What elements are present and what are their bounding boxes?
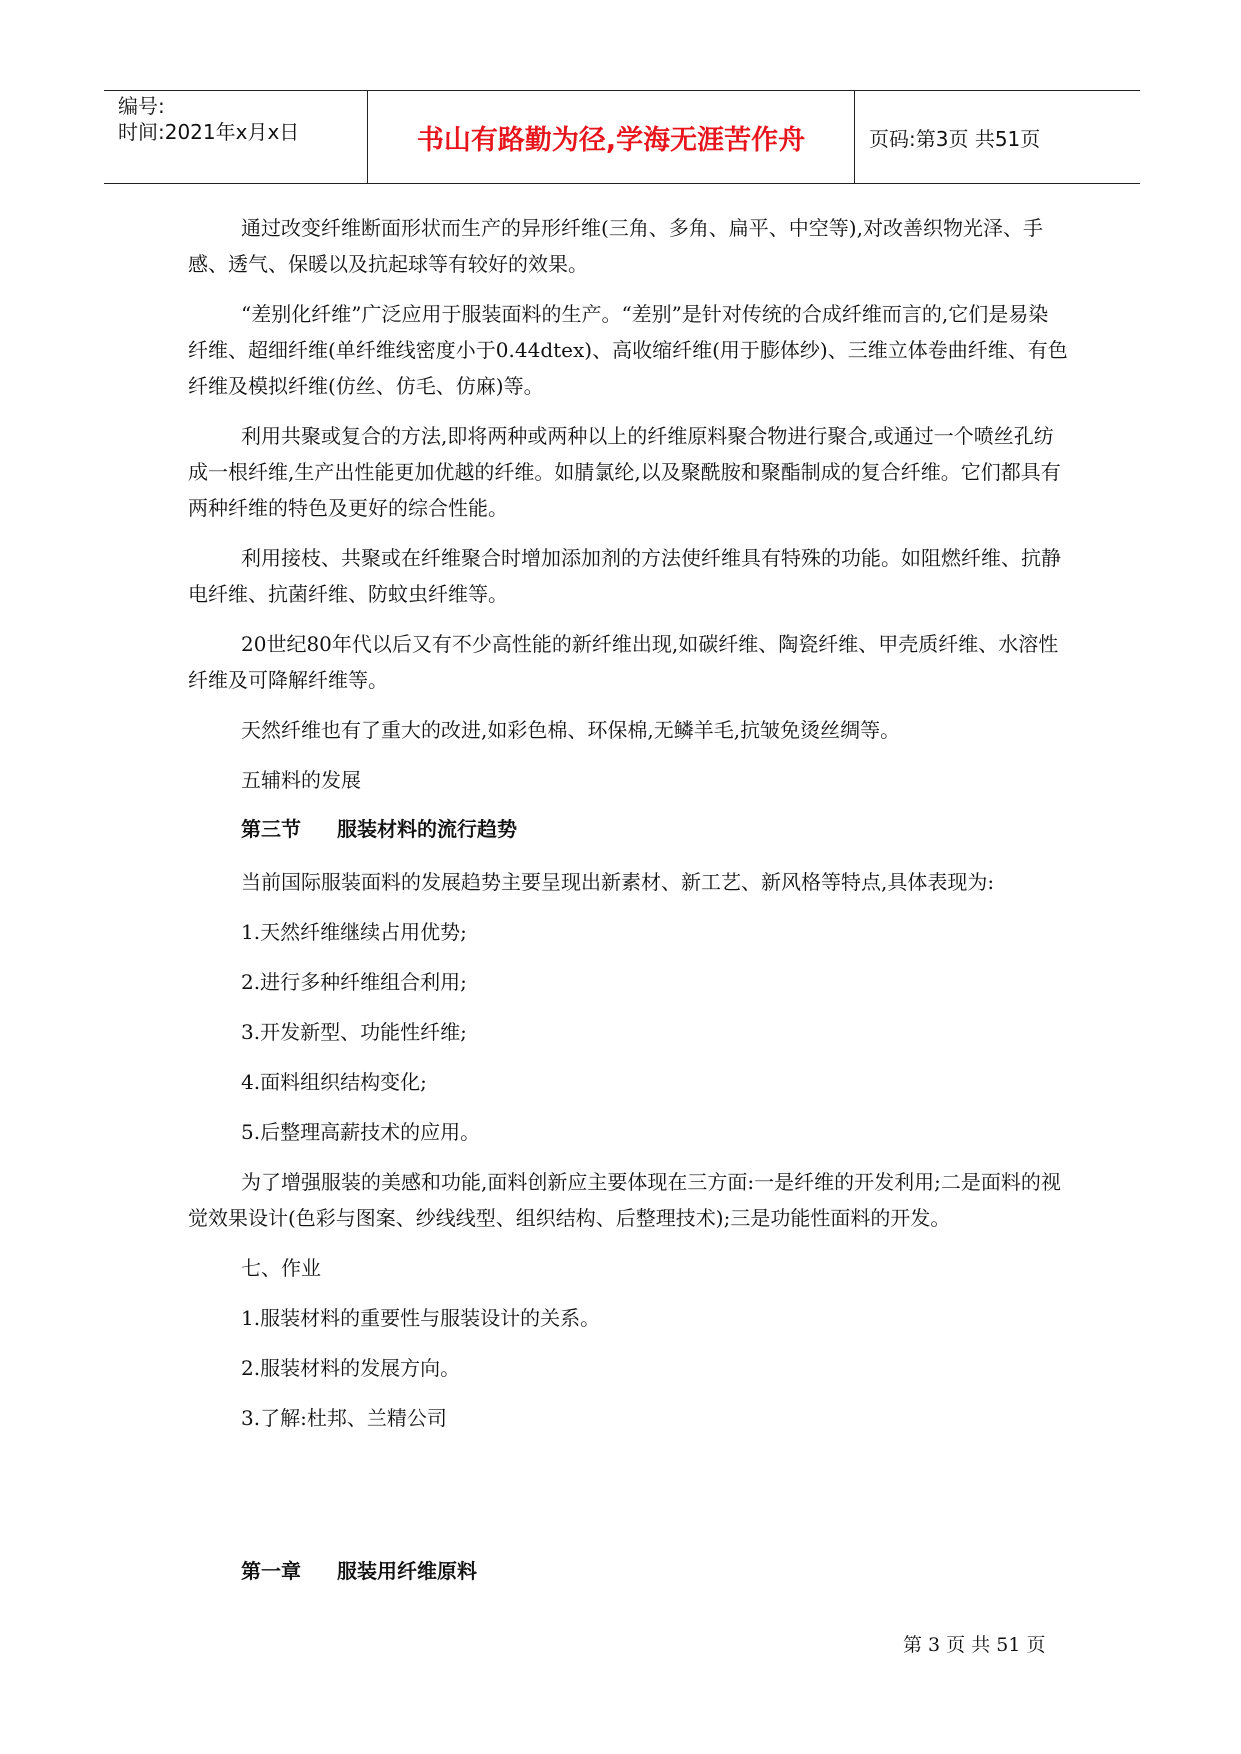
list-item: 5.后整理高薪技术的应用。 (241, 1120, 481, 1144)
list-item: 2.进行多种纤维组合利用; (241, 970, 467, 994)
number-label: 编号: (118, 94, 165, 118)
section-heading (241, 812, 1068, 846)
paragraph: 利用共聚或复合的方法,即将两种或两种以上的纤维原料聚合物进行聚合,或通过一个喷丝孔纺成一根纤维,生产出性能更加优越的纤维。如腈氯纶,以及聚酰胺和聚酯制成的复合纤维。它们都具有两种纤维的特色及更好的综合性能。 (188, 424, 1061, 520)
homework-item: 2.服装材料的发展方向。 (241, 1356, 461, 1380)
section-intro: 当前国际服装面料的发展趋势主要呈现出新素材、新工艺、新风格等特点,具体表现为: (241, 870, 995, 894)
section-number: 第三节 (241, 817, 301, 841)
spacer (188, 1450, 1068, 1550)
chapter-title: 服装用纤维原料 (337, 1559, 477, 1583)
time-label: 时间:2021年x月x日 (118, 120, 300, 144)
paragraph: 通过改变纤维断面形状而生产的异形纤维(三角、多角、扁平、中空等),对改善织物光泽、手感、透气、保暖以及抗起球等有较好的效果。 (188, 216, 1043, 276)
header-meta (104, 91, 368, 183)
paragraph: 天然纤维也有了重大的改进,如彩色棉、环保棉,无鳞羊毛,抗皱免烫丝绸等。 (241, 718, 901, 742)
paragraph: “差别化纤维”广泛应用于服装面料的生产。“差别”是针对传统的合成纤维而言的,它们是易染纤维、超细纤维(单纤维线密度小于0.44dtex)、高收缩纤维(用于膨体纱)、三维立体卷曲纤维、有色纤维及模拟纤维(仿丝、仿毛、仿麻)等。 (188, 302, 1068, 398)
page-header (104, 90, 1140, 184)
homework-item: 1.服装材料的重要性与服装设计的关系。 (241, 1306, 601, 1330)
header-motto: 书山有路勤为径,学海无涯苦作舟 (368, 91, 855, 183)
paragraph: 五辅料的发展 (241, 768, 361, 792)
chapter-heading (241, 1554, 1068, 1588)
section-title: 服装材料的流行趋势 (337, 817, 517, 841)
paragraph: 利用接枝、共聚或在纤维聚合时增加添加剂的方法使纤维具有特殊的功能。如阻燃纤维、抗静电纤维、抗菌纤维、防蚊虫纤维等。 (188, 546, 1061, 606)
header-page-label: 页码:第3页 共51页 (869, 126, 1041, 151)
paragraph: 20世纪80年代以后又有不少高性能的新纤维出现,如碳纤维、陶瓷纤维、甲壳质纤维、水溶性纤维及可降解纤维等。 (188, 632, 1059, 692)
list-item: 4.面料组织结构变化; (241, 1070, 427, 1094)
homework-item: 3.了解:杜邦、兰精公司 (241, 1406, 447, 1430)
list-item: 3.开发新型、功能性纤维; (241, 1020, 467, 1044)
list-item: 1.天然纤维继续占用优势; (241, 920, 467, 944)
chapter-number: 第一章 (241, 1559, 301, 1583)
section-summary: 为了增强服装的美感和功能,面料创新应主要体现在三方面:一是纤维的开发利用;二是面料的视觉效果设计(色彩与图案、纱线线型、组织结构、后整理技术);三是功能性面料的开发。 (188, 1170, 1061, 1230)
document-body (188, 210, 1068, 1606)
page-footer: 第 3 页 共 51 页 (903, 1634, 1046, 1656)
homework-title: 七、作业 (241, 1256, 321, 1280)
